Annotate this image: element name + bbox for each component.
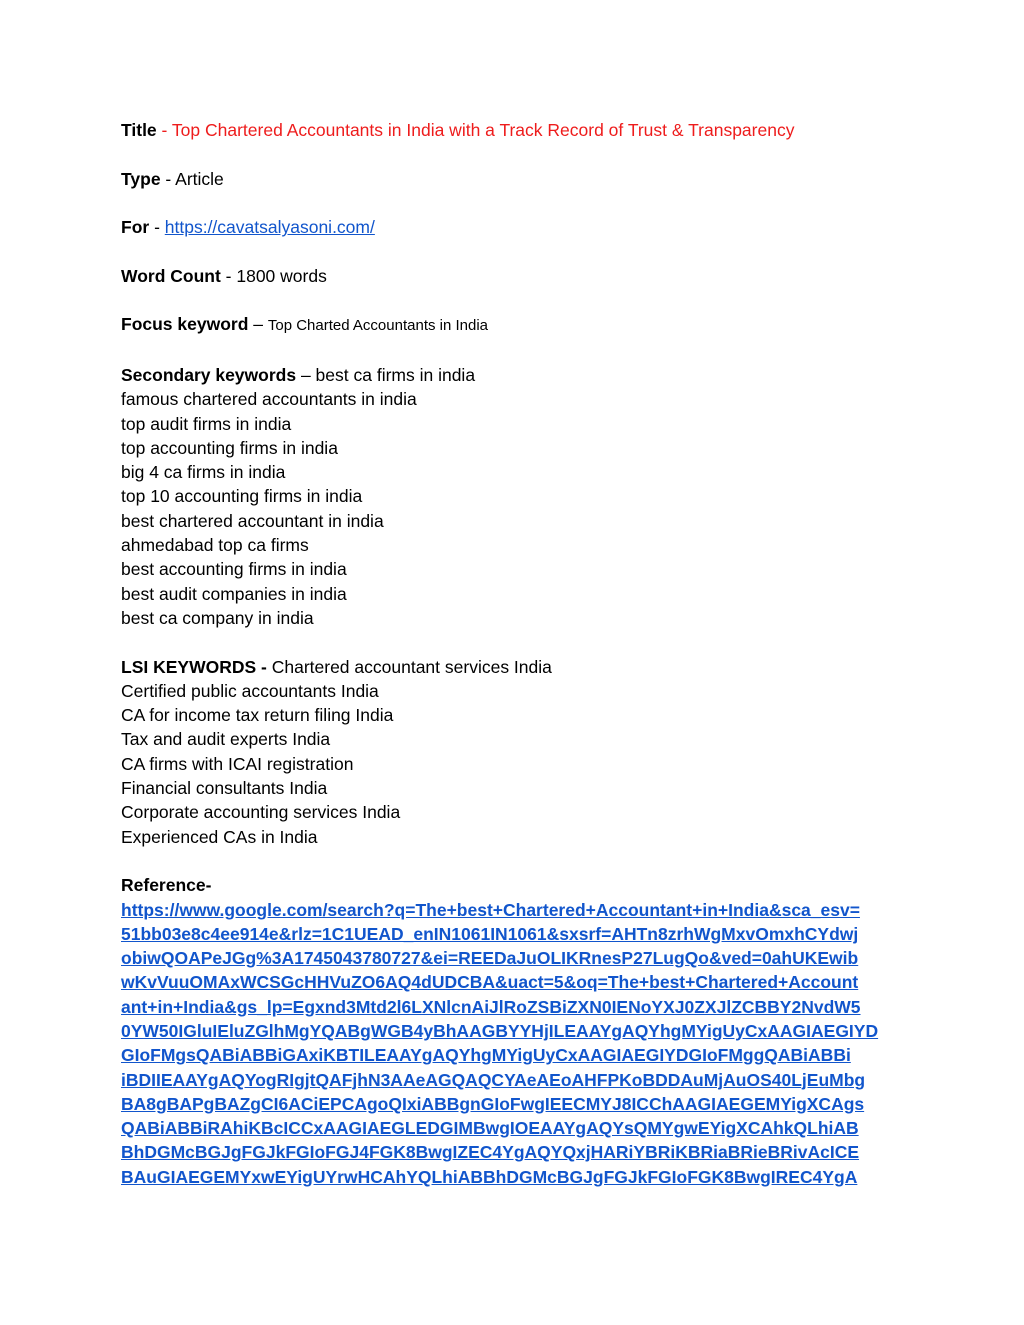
secondary-keyword-item: best ca company in india (121, 607, 314, 628)
focus-keyword-value: Top Charted Accountants in India (267, 317, 489, 335)
reference-url-line: wKvVuuOMAxWCSGcHHVuZO6AQ4dUDCBA&uact=5&oq=The+best+Chartered+Account (121, 972, 859, 993)
secondary-keyword-item: best ca firms in india (315, 364, 476, 385)
secondary-keyword-item: best chartered accountant in india (121, 510, 384, 531)
secondary-keywords-block (121, 363, 911, 630)
reference-url-line: QABiABBiRAhiKBcICCxAAGIAEGLEDGIMBwgIOEAAYgAQYsQMYgwEYigXCAhkQLhiAB (121, 1118, 859, 1139)
reference-url-line: 0YW50IGluIEluZGlhMgYQABgWGB4yBhAAGBYYHjILEAAYgAQYhgMYigUyCxAAGIAEGIYD (121, 1020, 879, 1041)
reference-url-line: BAuGIAEGEMYxwEYigUYrwHCAhYQLhiABBhDGMcBGJgFGJkFGIoFGK8BwgIREC4YgA (121, 1166, 858, 1187)
reference-url-line: ant+in+India&gs_lp=Egxnd3Mtd2l6LXNlcnAiJlRoZSBiZXN0IENoYXJ0ZXJlZCBBY2NvdW5 (121, 996, 861, 1017)
for-label: For (121, 217, 150, 238)
focus-keyword-label: Focus keyword (121, 314, 249, 335)
reference-link[interactable] (121, 898, 911, 1190)
secondary-keywords-first-line (121, 363, 911, 387)
lsi-keyword-item: Tax and audit experts India (121, 729, 331, 750)
lsi-keyword-item: Financial consultants India (121, 778, 328, 799)
lsi-keyword-item: CA firms with ICAI registration (121, 753, 354, 774)
for-field (121, 215, 911, 239)
secondary-keyword-item: famous chartered accountants in india (121, 389, 417, 410)
secondary-keyword-item: best accounting firms in india (121, 559, 347, 580)
secondary-keywords-separator: – (296, 364, 316, 385)
reference-url-line: iBDIIEAAYgAQYogRIgjtQAFjhN3AAeAGQAQCYAeAEoAHFPKoBDDAuMjAuOS40LjEuMbg (121, 1069, 866, 1090)
type-field (121, 167, 911, 191)
title-field (121, 118, 911, 142)
lsi-keywords-label: LSI KEYWORDS - (121, 656, 267, 677)
secondary-keyword-item: big 4 ca firms in india (121, 462, 286, 483)
secondary-keyword-item: best audit companies in india (121, 583, 347, 604)
lsi-keyword-item: Certified public accountants India (121, 680, 379, 701)
lsi-keyword-item: Experienced CAs in India (121, 826, 318, 847)
word-count-separator: - (220, 265, 237, 286)
reference-url-line: https://www.google.com/search?q=The+best+Chartered+Accountant+in+India&sca_esv= (121, 899, 860, 920)
reference-url-line: BA8gBAPgBAZgCI6ACiEPCAgoQIxiABBgnGIoFwgIEECMYJ8ICChAAGIAEGEMYigXCAgs (121, 1093, 865, 1114)
title-label: Title (121, 120, 157, 140)
reference-block (121, 873, 911, 1189)
document-page (121, 118, 911, 1189)
word-count-field (121, 264, 911, 288)
lsi-keyword-item: Chartered accountant services India (271, 656, 552, 677)
lsi-keyword-item: CA for income tax return filing India (121, 705, 394, 726)
word-count-label: Word Count (121, 265, 221, 286)
lsi-keywords-block (121, 655, 911, 849)
secondary-keywords-label: Secondary keywords (121, 364, 297, 385)
type-separator: - (160, 168, 176, 189)
reference-url-line: BhDGMcBGJgFGJkFGIoFGJ4FGK8BwgIZEC4YgAQYQxjHARiYBRiKBRiaBRieBRivAcICE (121, 1142, 860, 1163)
type-value: Article (175, 168, 224, 189)
title-value: Top Chartered Accountants in India with a Track Record of Trust & Transparency (171, 120, 795, 140)
for-separator: - (149, 217, 165, 238)
reference-url-line: obiwQOAPeJGg%3A1745043780727&ei=REEDaJuOLIKRnesP27LugQo&ved=0ahUKEwib (121, 948, 859, 969)
type-label: Type (121, 168, 161, 189)
secondary-keyword-item: ahmedabad top ca firms (121, 535, 309, 556)
reference-url-line: 51bb03e8c4ee914e&rlz=1C1UEAD_enIN1061IN1061&sxsrf=AHTn8zrhWgMxvOmxhCYdwj (121, 923, 859, 944)
focus-keyword-separator: – (248, 314, 268, 335)
secondary-keyword-item: top audit firms in india (121, 413, 292, 434)
title-separator: - (156, 120, 172, 140)
for-link[interactable]: https://cavatsalyasoni.com/ (164, 217, 375, 238)
focus-keyword-field (121, 312, 911, 338)
word-count-value: 1800 words (236, 265, 327, 286)
lsi-keywords-first-line (121, 655, 911, 679)
secondary-keyword-item: top accounting firms in india (121, 437, 338, 458)
reference-url-line: GIoFMgsQABiABBiGAxiKBTILEAAYgAQYhgMYigUyCxAAGIAEGIYDGIoFMggQABiABBi (121, 1045, 851, 1066)
secondary-keyword-item: top 10 accounting firms in india (121, 486, 363, 507)
reference-label: Reference- (121, 875, 212, 896)
lsi-keyword-item: Corporate accounting services India (121, 802, 401, 823)
